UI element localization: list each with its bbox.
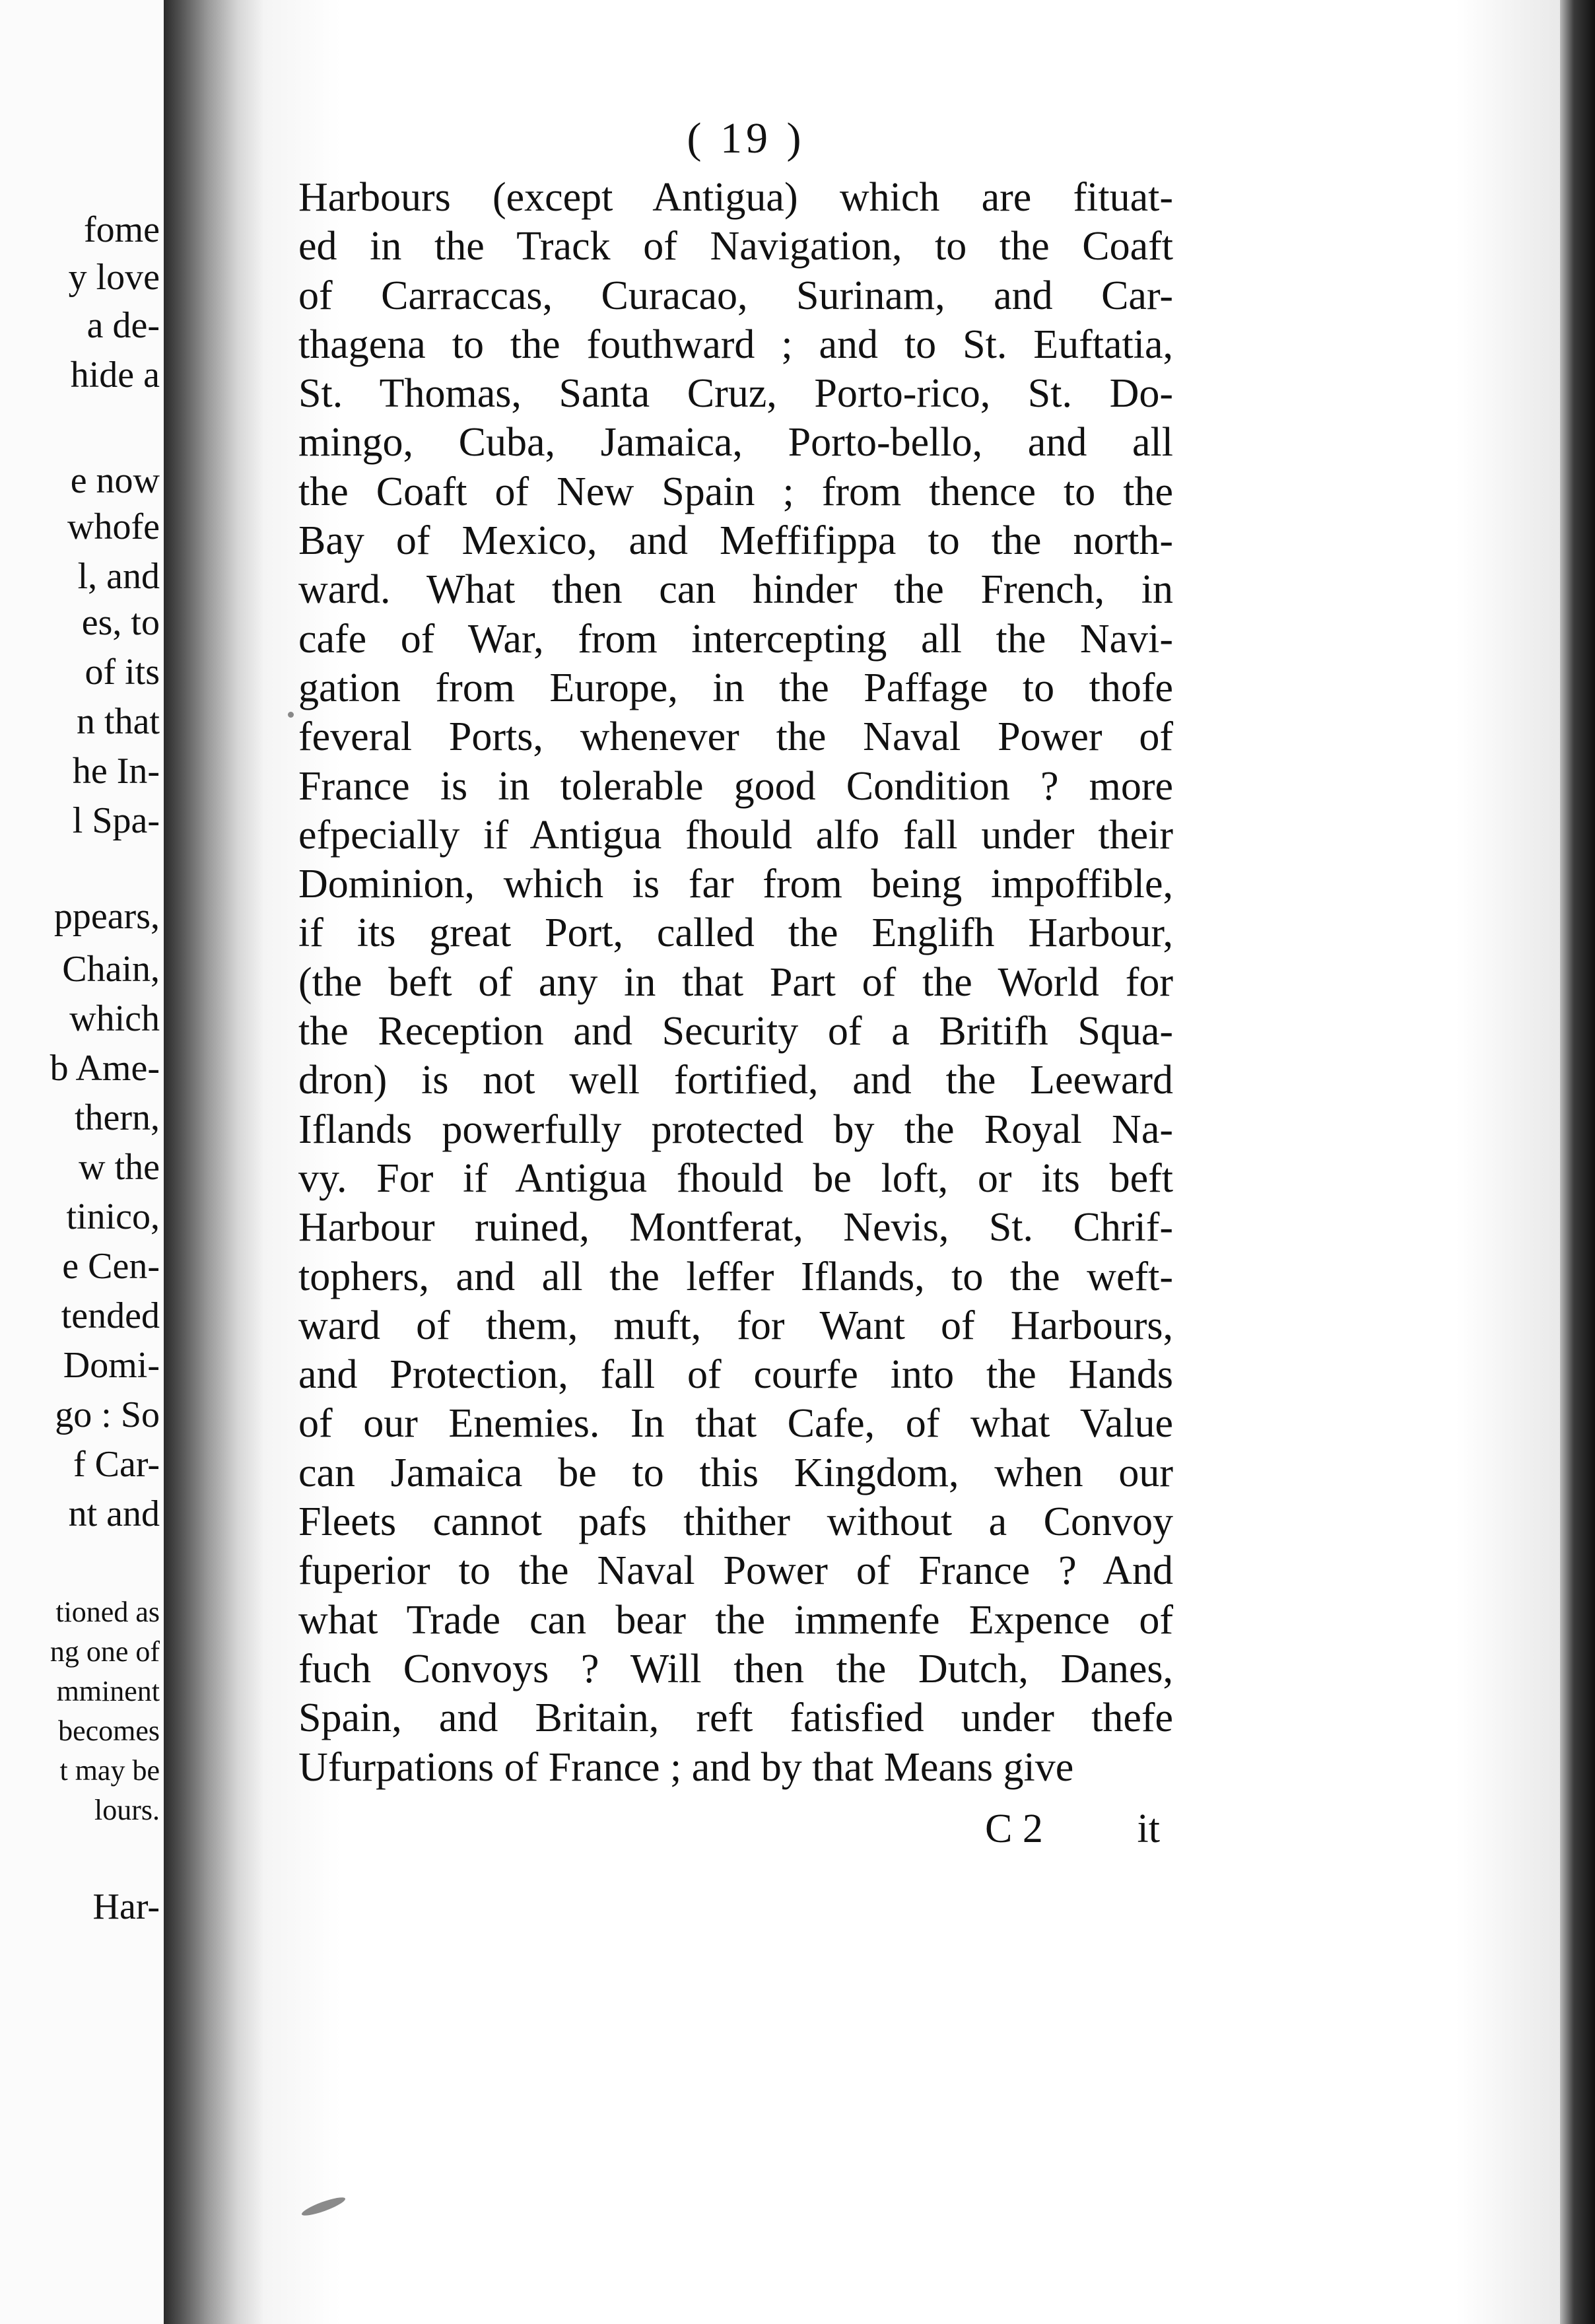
previous-page-footnote-line: lours. xyxy=(94,1794,160,1826)
text-line: (the beft of any in that Part of the World for xyxy=(298,959,1173,1005)
previous-page-line: ppears, xyxy=(53,896,160,937)
previous-page-line: y love xyxy=(68,257,160,298)
previous-page-line: fome xyxy=(83,209,160,250)
book-gutter-shadow xyxy=(164,0,263,2324)
text-line: France is in tolerable good Condition ? more xyxy=(298,763,1173,809)
previous-page-line: nt and xyxy=(68,1493,160,1534)
text-line: fuch Convoys ? Will then the Dutch, Danes, xyxy=(298,1646,1173,1692)
previous-page-footnote-line: t may be xyxy=(59,1754,160,1787)
previous-page-line: tinico, xyxy=(66,1196,160,1237)
text-line: fuperior to the Naval Power of France ? And xyxy=(298,1548,1173,1594)
text-line: thagena to the fouthward ; and to St. Euftatia, xyxy=(298,322,1173,367)
text-line: Harbours (except Antigua) which are fituat- xyxy=(298,175,1173,220)
page-body-text xyxy=(298,173,1173,1792)
text-line: Bay of Mexico, and Meffifippa to the north- xyxy=(298,518,1173,564)
previous-page-line: tended xyxy=(61,1295,160,1336)
text-line: the Reception and Security of a Britifh Squa- xyxy=(298,1009,1173,1054)
catchword: it xyxy=(1137,1806,1160,1851)
previous-page-line: a de- xyxy=(86,305,160,346)
previous-page-line: n that xyxy=(77,701,160,742)
text-line: of our Enemies. In that Cafe, of what Value xyxy=(298,1401,1173,1447)
text-line: Dominion, which is far from being impoffible, xyxy=(298,862,1173,907)
text-line: of Carraccas, Curacao, Surinam, and Car- xyxy=(298,273,1173,318)
previous-page-footnote-line: tioned as xyxy=(55,1596,160,1628)
text-line: Fleets cannot pafs thither without a Convoy xyxy=(298,1499,1173,1545)
text-line: ward. What then can hinder the French, in xyxy=(298,567,1173,613)
page-number: ( 19 ) xyxy=(687,114,805,162)
previous-page-line: es, to xyxy=(81,602,160,643)
previous-page-line: go : So xyxy=(55,1394,160,1435)
previous-page-line: Chain, xyxy=(62,949,160,990)
signature-mark: C 2 xyxy=(985,1806,1043,1851)
text-line: efpecially if Antigua fhould alfo fall under their xyxy=(298,812,1173,858)
text-line: cafe of War, from intercepting all the Navi- xyxy=(298,616,1173,662)
text-line: gation from Europe, in the Paffage to thofe xyxy=(298,665,1173,710)
previous-page-fragment xyxy=(0,0,164,2324)
previous-page-footnote-line: ng one of xyxy=(50,1635,160,1668)
text-line: if its great Port, called the Englifh Harbour, xyxy=(298,910,1173,956)
previous-page-line: l, and xyxy=(77,556,160,597)
previous-page-line: he In- xyxy=(72,751,160,792)
text-line: feveral Ports, whenever the Naval Power of xyxy=(298,714,1173,760)
previous-page-footnote-line: mminent xyxy=(56,1675,160,1707)
previous-page-line: thern, xyxy=(74,1097,160,1138)
text-line: dron) is not well fortified, and the Leeward xyxy=(298,1058,1173,1103)
previous-page-line: whofe xyxy=(67,506,160,547)
previous-page-line: l Spa- xyxy=(72,800,160,841)
previous-page-line: of its xyxy=(85,652,160,693)
text-line: and Protection, fall of courfe into the Hands xyxy=(298,1352,1173,1398)
previous-page-catchword: Har- xyxy=(92,1886,160,1927)
previous-page-line: e now xyxy=(70,460,160,501)
text-line: what Trade can bear the immenfe Expence of xyxy=(298,1597,1173,1643)
text-line: the Coaft of New Spain ; from thence to the xyxy=(298,469,1173,514)
text-line: Harbour ruined, Montferat, Nevis, St. Chrif- xyxy=(298,1205,1173,1250)
page-footer xyxy=(298,1806,1173,1852)
previous-page-line: which xyxy=(69,998,160,1039)
previous-page-line: f Car- xyxy=(73,1444,160,1485)
previous-page-line: w the xyxy=(79,1147,160,1188)
ink-speck xyxy=(288,712,294,718)
text-line: tophers, and all the leffer Iflands, to the weft- xyxy=(298,1254,1173,1299)
text-line: ed in the Track of Navigation, to the Coaft xyxy=(298,224,1173,269)
text-line: Iflands powerfully protected by the Royal Na- xyxy=(298,1107,1173,1152)
text-line: Spain, and Britain, reft fatisfied under thefe xyxy=(298,1695,1173,1741)
page-edge-shadow xyxy=(1560,0,1595,2324)
text-line: mingo, Cuba, Jamaica, Porto-bello, and all xyxy=(298,420,1173,465)
previous-page-line: Domi- xyxy=(63,1345,160,1386)
text-line: St. Thomas, Santa Cruz, Porto-rico, St. Do- xyxy=(298,371,1173,417)
text-line: can Jamaica be to this Kingdom, when our xyxy=(298,1450,1173,1495)
previous-page-line: e Cen- xyxy=(62,1246,160,1287)
text-line: Ufurpations of France ; and by that Means give xyxy=(298,1744,1074,1790)
previous-page-footnote-line: becomes xyxy=(58,1715,160,1747)
previous-page-line: b Ame- xyxy=(50,1048,160,1089)
previous-page-line: hide a xyxy=(70,355,160,395)
text-line: ward of them, muft, for Want of Harbours, xyxy=(298,1303,1173,1348)
text-line: vy. For if Antigua fhould be loft, or its beft xyxy=(298,1155,1173,1201)
